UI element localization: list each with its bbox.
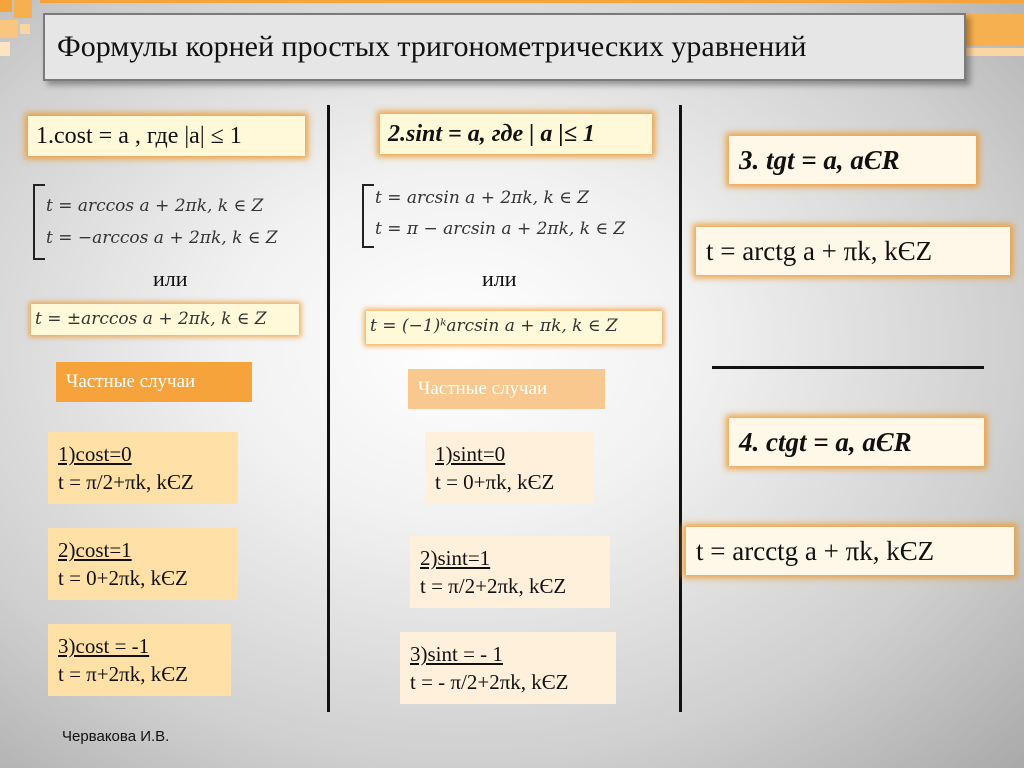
case-solution: t = π/2+2πk, kЄZ	[420, 574, 567, 598]
decor-square	[0, 42, 10, 56]
decor-square	[0, 20, 18, 38]
sin-equation-header: 2.sint = a, где | a |≤ 1	[380, 114, 652, 154]
slide-title: Формулы корней простых тригонометрических уравнений	[43, 13, 966, 81]
case-condition: 2)cost=1	[58, 538, 132, 562]
cos-case-1	[48, 432, 238, 504]
special-cases-label: Частные случаи	[408, 369, 605, 409]
tg-equation-header: 3. tgt = a, aЄR	[729, 136, 976, 184]
case-solution: t = π+2πk, kЄZ	[58, 662, 188, 686]
sin-case-2	[410, 536, 610, 608]
case-condition: 3)sint = - 1	[410, 642, 503, 666]
ctg-equation-header: 4. ctgt = a, aЄR	[729, 418, 984, 466]
case-condition: 2)sint=1	[420, 546, 491, 570]
sin-case-1	[425, 432, 593, 504]
decor-square	[20, 24, 30, 34]
special-cases-label: Частные случаи	[56, 362, 252, 402]
cos-formula-1: t = arccos a + 2πk, k ∈ Z	[46, 196, 264, 216]
column-divider	[679, 105, 682, 712]
author-name: Червакова И.В.	[62, 728, 170, 745]
sin-formula-1: t = arcsin a + 2πk, k ∈ Z	[375, 188, 589, 208]
or-label: или	[153, 266, 188, 291]
decor-top-bar	[40, 0, 1024, 3]
case-solution: t = π/2+πk, kЄZ	[58, 470, 194, 494]
case-condition: 1)sint=0	[435, 442, 506, 466]
cos-case-3	[48, 624, 231, 696]
decor-right-block	[964, 48, 1024, 56]
sin-case-3	[400, 632, 616, 704]
separator-line	[712, 366, 984, 369]
cos-case-2	[48, 528, 238, 600]
cos-formula-2: t = −arccos a + 2πk, k ∈ Z	[46, 228, 278, 248]
cos-equation-header: 1.cost = a , где |a| ≤ 1	[28, 116, 305, 156]
case-solution: t = 0+2πk, kЄZ	[58, 566, 188, 590]
case-solution: t = - π/2+2πk, kЄZ	[410, 670, 569, 694]
case-solution: t = 0+πk, kЄZ	[435, 470, 555, 494]
case-condition: 3)cost = -1	[58, 634, 150, 658]
decor-right-block	[964, 14, 1024, 46]
ctg-answer: t = arcctg a + πk, kЄZ	[686, 527, 1014, 575]
sin-formula-combined: t = (−1)ᵏarcsin a + πk, k ∈ Z	[366, 311, 662, 344]
column-divider	[327, 105, 330, 712]
decor-square	[0, 0, 12, 12]
tg-answer: t = arctg a + πk, kЄZ	[696, 227, 1010, 275]
decor-square	[14, 0, 32, 18]
case-condition: 1)cost=0	[58, 442, 132, 466]
system-bracket	[33, 184, 45, 260]
system-bracket	[362, 184, 374, 248]
sin-formula-2: t = π − arcsin a + 2πk, k ∈ Z	[375, 219, 626, 239]
cos-formula-combined: t = ±arccos a + 2πk, k ∈ Z	[31, 304, 299, 335]
or-label: или	[482, 266, 517, 291]
